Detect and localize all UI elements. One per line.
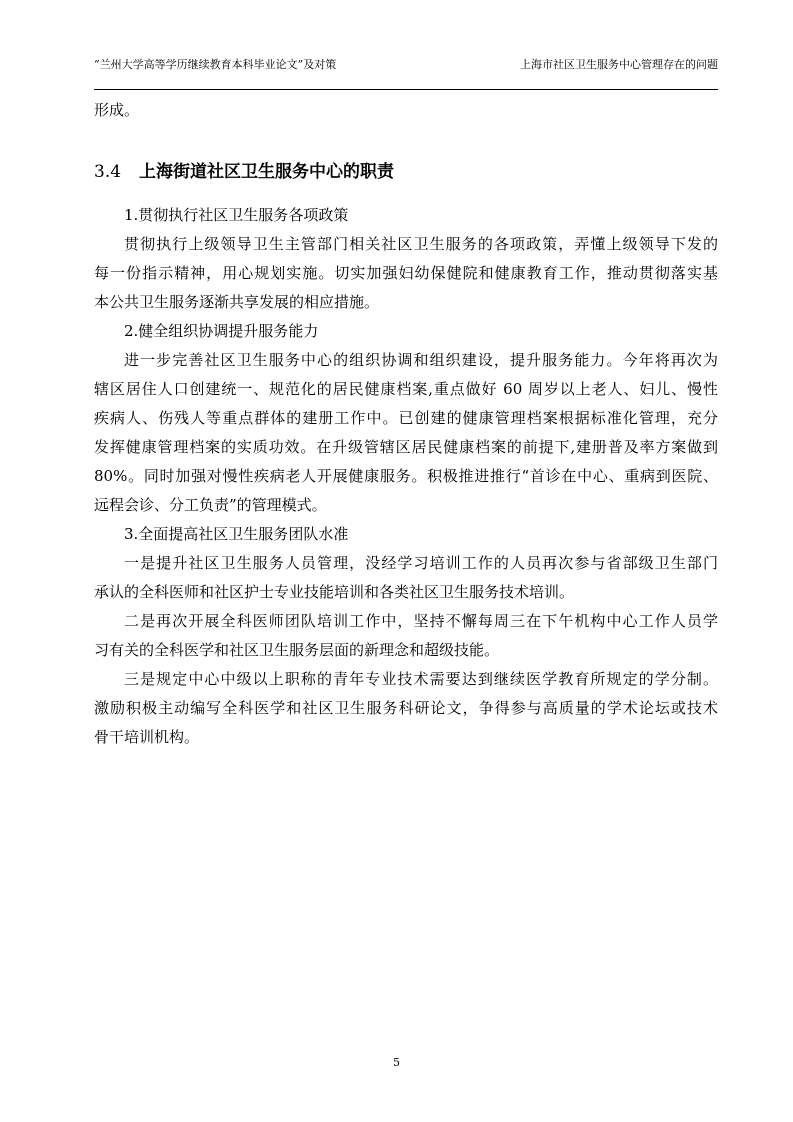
section-number: 3.4	[94, 162, 122, 182]
paragraph-line: 一是提升社区卫生服务人员管理，没经学习培训工作的人员再次参与省部级卫生部门	[124, 554, 718, 572]
paragraph-line: 三是规定中心中级以上职称的青年专业技术需要达到继续医学教育所规定的学分制。	[124, 670, 718, 688]
section-heading	[94, 158, 394, 186]
paragraph-line: 发挥健康管理档案的实质功效。在升级管辖区居民健康档案的前提下,建册普及率方案做到	[94, 438, 718, 456]
section-title: 上海街道社区卫生服务中心的职责	[139, 162, 395, 182]
header-divider	[94, 89, 718, 90]
paragraph-line: 贯彻执行上级领导卫生主管部门相关社区卫生服务的各项政策，弄懂上级领导下发的	[124, 235, 718, 253]
paragraph-line: 远程会诊、分工负责”的管理模式。	[94, 496, 327, 514]
paragraph-line: 二是再次开展全科医师团队培训工作中，坚持不懈每周三在下午机构中心工作人员学	[124, 612, 718, 630]
page-number: 5	[393, 1056, 400, 1069]
subheading-3: 3.全面提高社区卫生服务团队水准	[124, 525, 349, 543]
paragraph-line: 80%。同时加强对慢性疾病老人开展健康服务。积极推进推行“首诊在中心、重病到医院、	[94, 467, 718, 485]
paragraph-line: 辖区居住人口创建统一、规范化的居民健康档案,重点做好 60 周岁以上老人、妇儿、慢性	[94, 380, 718, 398]
subheading-2: 2.健全组织协调提升服务能力	[124, 322, 319, 340]
section-body	[94, 201, 718, 752]
paragraph-line: 骨干培训机构。	[94, 728, 200, 746]
running-header-left: “兰州大学高等学历继续教育本科毕业论文”及对策	[94, 58, 337, 71]
paragraph-line: 疾病人、伤残人等重点群体的建册工作中。已创建的健康管理档案根据标准化管理，充分	[94, 409, 718, 427]
paragraph-line: 承认的全科医师和社区护士专业技能培训和各类社区卫生服务技术培训。	[94, 583, 575, 601]
paragraph-line: 本公共卫生服务逐渐共享发展的相应措施。	[94, 293, 380, 311]
paragraph-line: 激励积极主动编写全科医学和社区卫生服务科研论文，争得参与高质量的学术论坛或技术	[94, 699, 718, 717]
running-header-right: 上海市社区卫生服务中心管理存在的问题	[520, 58, 718, 71]
carryover-text: 形成。	[94, 101, 140, 119]
subheading-1: 1.贯彻执行社区卫生服务各项政策	[124, 206, 349, 224]
paragraph-line: 每一份指示精神，用心规划实施。切实加强妇幼保健院和健康教育工作，推动贯彻落实基	[94, 264, 718, 282]
page-body	[94, 96, 718, 746]
paragraph-line: 进一步完善社区卫生服务中心的组织协调和组织建设，提升服务能力。今年将再次为	[124, 351, 718, 369]
paragraph-line: 习有关的全科医学和社区卫生服务层面的新理念和超级技能。	[94, 641, 500, 659]
